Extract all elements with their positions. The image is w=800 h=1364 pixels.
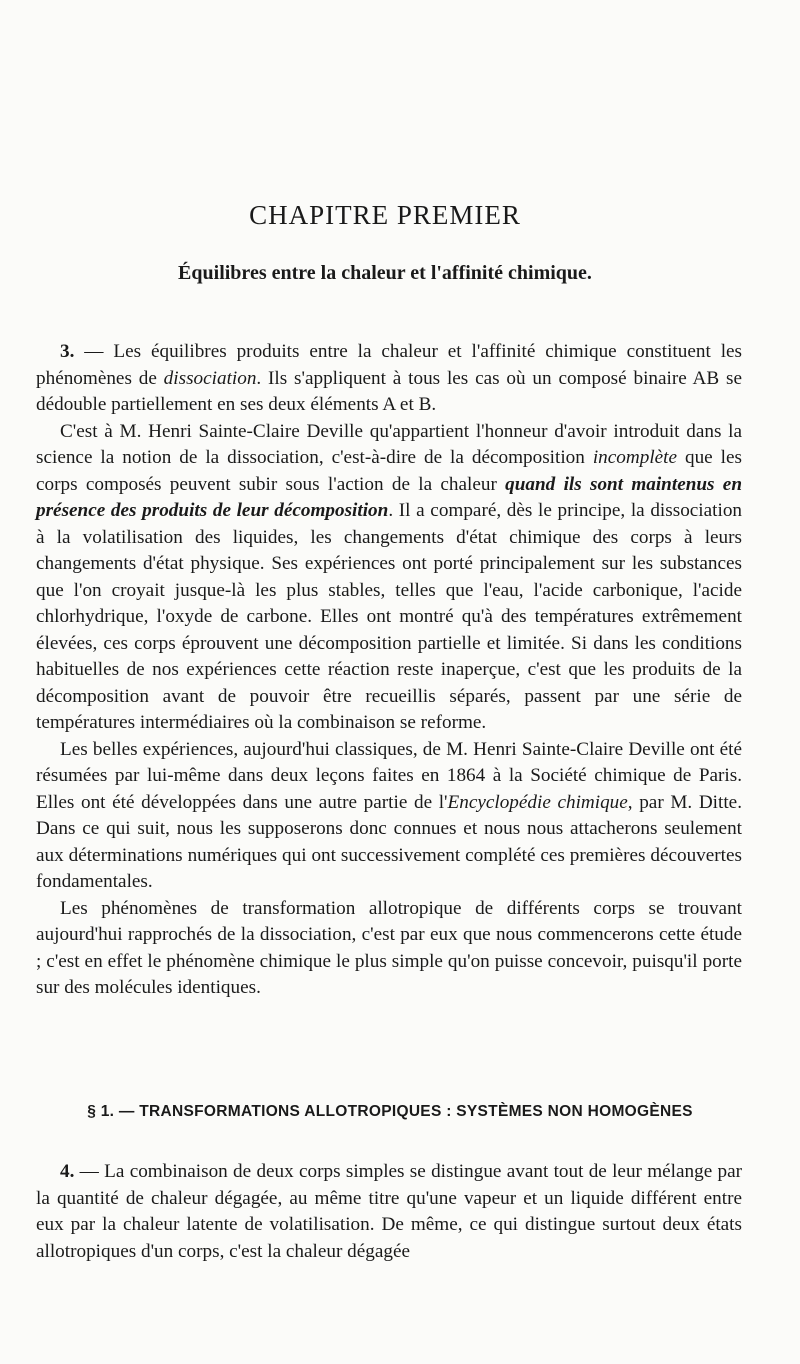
body-text-upper [36,339,742,1002]
paragraph-belles [36,737,742,896]
paragraph-3 [36,339,742,419]
paragraph-text: Les belles expériences, aujourd'hui classiques, de M. Henri Sainte-Claire Deville ont été résumées par lui-même dans deux leçons faites en 1864 à la Société chimique de Paris. Elles ont été développées dans une autre partie de l' [36,738,742,813]
paragraph-text: Les équilibres produits entre la chaleur et l'affinité chimique constituent les phénomènes de [36,341,743,389]
emphasis-encyclopedie: Encyclopédie chimique [447,791,628,813]
chapter-title: CHAPITRE PREMIER [249,200,521,230]
paragraph-number: 4. [60,1161,75,1182]
paragraph-text: , par M. Ditte. Dans ce qui suit, nous les supposerons donc connues et nous nous attacherons seulement aux déterminations numériques qui ont successivement complété ces premières découvertes fondamentales. [36,791,742,892]
paragraph-text: que les corps composés peuvent subir sous l'action de la chaleur [36,447,742,495]
paragraph-text: . Ils s'appliquent à tous les cas où un composé binaire AB se dédouble partiellement en ses deux éléments A et B. [36,367,742,415]
paragraph-text: C'est à M. Henri Sainte-Claire Deville qu'appartient l'honneur d'avoir introduit dans la science la notion de la dissociation, c'est-à-dire de la décomposition [36,420,742,468]
paragraph-dash: — [74,341,114,362]
emphasis-incomplete: incomplète [592,447,678,468]
section-heading: § 1. — TRANSFORMATIONS ALLOTROPIQUES : SYSTÈMES NON HOMOGÈNES [87,1103,693,1120]
paragraph-deville [36,419,742,737]
paragraph-4 [36,1159,742,1265]
paragraph-text: . Il a comparé, dès le principe, la dissociation à la volatilisation des liquides, les changements d'état chimique des corps à leurs changements d'état physique. Ses expériences ont porté principalement sur les substances que l'on croyait jusque-là les plus stables, telles que l'eau, l'acide carbonique, l'acide chlorhydrique, l'oxyde de carbone. Elles ont montré qu'à des températures extrêmement élevées, ces corps éprouvent une décomposition partielle et limitée. Si dans les conditions habituelles de nos expériences cette réaction reste inaperçue, c'est que les produits de la décomposition avant de pouvoir être recueillis séparés, passent par une série de températures intermédiaires où la combinaison se reforme. [36,500,743,733]
body-text-lower [36,1159,742,1265]
paragraph-text: La combinaison de deux corps simples se distingue avant tout de leur mélange par la quantité de chaleur dégagée, au même titre qu'une vapeur et un liquide différent entre eux par la chaleur latente de volatilisation. De même, ce qui distingue surtout deux états allotropiques d'un corps, c'est la chaleur dégagée [36,1161,743,1262]
emphasis-bold-phrase: quand ils sont maintenus en présence des produits de leur décomposition [36,473,742,521]
emphasis-dissociation: dissociation [163,367,257,389]
paragraph-dash: — [74,1161,105,1182]
chapter-subtitle: Équilibres entre la chaleur et l'affinité chimique. [178,262,592,284]
paragraph-allotropic: Les phénomènes de transformation allotropique de différents corps se trouvant aujourd'hui rapprochés de la dissociation, c'est par eux que nous commencerons cette étude ; c'est en effet le phénomène chimique le plus simple qu'on puisse concevoir, puisqu'il porte sur des molécules identiques. [36,897,742,998]
paragraph-number: 3. [60,341,75,362]
